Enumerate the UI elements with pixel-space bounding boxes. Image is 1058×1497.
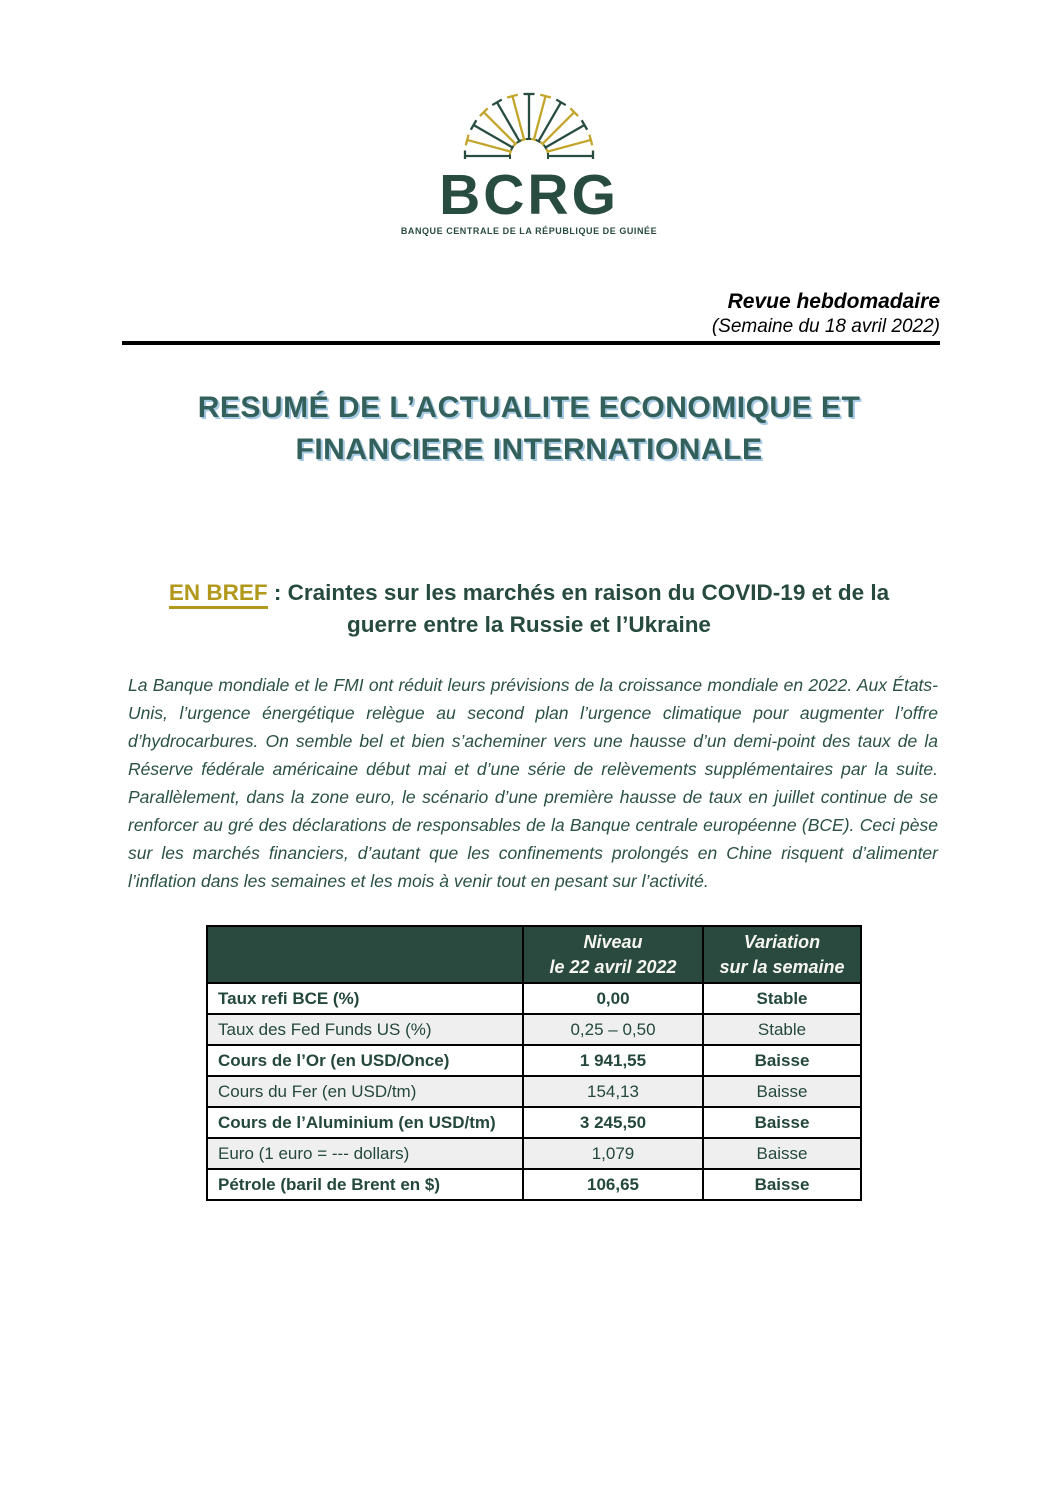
page-title-line2: FINANCIERE INTERNATIONALE: [295, 433, 763, 467]
row-label: Euro (1 euro = --- dollars): [207, 1138, 523, 1169]
row-label: Cours de l’Aluminium (en USD/tm): [207, 1107, 523, 1138]
row-level: 154,13: [523, 1076, 703, 1107]
summary-paragraph: La Banque mondiale et le FMI ont réduit leurs prévisions de la croissance mondiale en 2022. Aux États-Unis, l’urgence énergétique relègue au second plan l’urgence climatique pour augmenter l’offre d’hydrocarbures. On semble bel et bien s’acheminer vers une hausse d’un demi-point des taux de la Réserve fédérale américaine début mai et d’une série de relèvements supplémentaires par la suite. Parallèlement, dans la zone euro, le scénario d’une première hausse de taux en juillet continue de se renforcer au gré des déclarations de responsables de la Banque centrale européenne (BCE). Ceci pèse sur les marchés financiers, d’autant que les confinements prolongés en Chine risquent d’alimenter l’inflation dans les semaines et les mois à venir tout en pesant sur l’activité.: [128, 675, 938, 892]
row-label: Taux refi BCE (%): [207, 983, 523, 1014]
header-empty-cell: [207, 926, 523, 983]
row-level: 0,00: [523, 983, 703, 1014]
row-variation: Baisse: [703, 1076, 861, 1107]
row-level: 106,65: [523, 1169, 703, 1200]
header-level-line2: le 22 avril 2022: [549, 956, 677, 977]
header-variation-cell: [703, 926, 861, 983]
header-variation-line2: sur la semaine: [719, 956, 845, 977]
bcrg-logo: [0, 85, 1058, 236]
row-level: 3 245,50: [523, 1107, 703, 1138]
row-variation: Baisse: [703, 1169, 861, 1200]
row-label: Taux des Fed Funds US (%): [207, 1014, 523, 1045]
table-row: [207, 1138, 861, 1169]
row-label: Cours du Fer (en USD/tm): [207, 1076, 523, 1107]
brief-headline-line1: Craintes sur les marchés en raison du COVID-19 et de la: [287, 580, 890, 606]
row-variation: Baisse: [703, 1138, 861, 1169]
page-title: [0, 387, 1058, 471]
row-variation: Stable: [703, 1014, 861, 1045]
row-label: Pétrole (baril de Brent en $): [207, 1169, 523, 1200]
review-title: Revue hebdomadaire: [727, 290, 940, 314]
header-level-line1: Niveau: [583, 932, 643, 953]
logo-acronym: BCRG: [439, 163, 619, 227]
header-variation-line1: Variation: [743, 932, 821, 953]
brief-label: EN BREF: [169, 580, 268, 609]
table-row: [207, 1014, 861, 1045]
row-level: 0,25 – 0,50: [523, 1014, 703, 1045]
review-week: (Semaine du 18 avril 2022): [711, 316, 940, 338]
trumpet-fan-icon: [461, 85, 597, 159]
row-level: 1 941,55: [523, 1045, 703, 1076]
table-row: [207, 983, 861, 1014]
row-level: 1,079: [523, 1138, 703, 1169]
row-variation: Stable: [703, 983, 861, 1014]
masthead: [0, 290, 1058, 338]
brief-headline-line2: guerre entre la Russie et l’Ukraine: [347, 612, 711, 638]
row-variation: Baisse: [703, 1045, 861, 1076]
page-title-line1: RESUMÉ DE L’ACTUALITE ECONOMIQUE ET: [197, 391, 861, 425]
table-row: [207, 1169, 861, 1200]
brief-separator: :: [267, 580, 288, 606]
brief-heading: [119, 577, 939, 641]
logo-subtitle: BANQUE CENTRALE DE LA RÉPUBLIQUE DE GUINÉE: [400, 226, 658, 237]
table-row: [207, 1107, 861, 1138]
header-level-cell: [523, 926, 703, 983]
horizontal-rule: [122, 341, 940, 345]
table-row: [207, 1076, 861, 1107]
table-header-row: [207, 926, 861, 983]
row-variation: Baisse: [703, 1107, 861, 1138]
table-row: [207, 1045, 861, 1076]
row-label: Cours de l’Or (en USD/Once): [207, 1045, 523, 1076]
market-indicators-table: [206, 925, 862, 1201]
